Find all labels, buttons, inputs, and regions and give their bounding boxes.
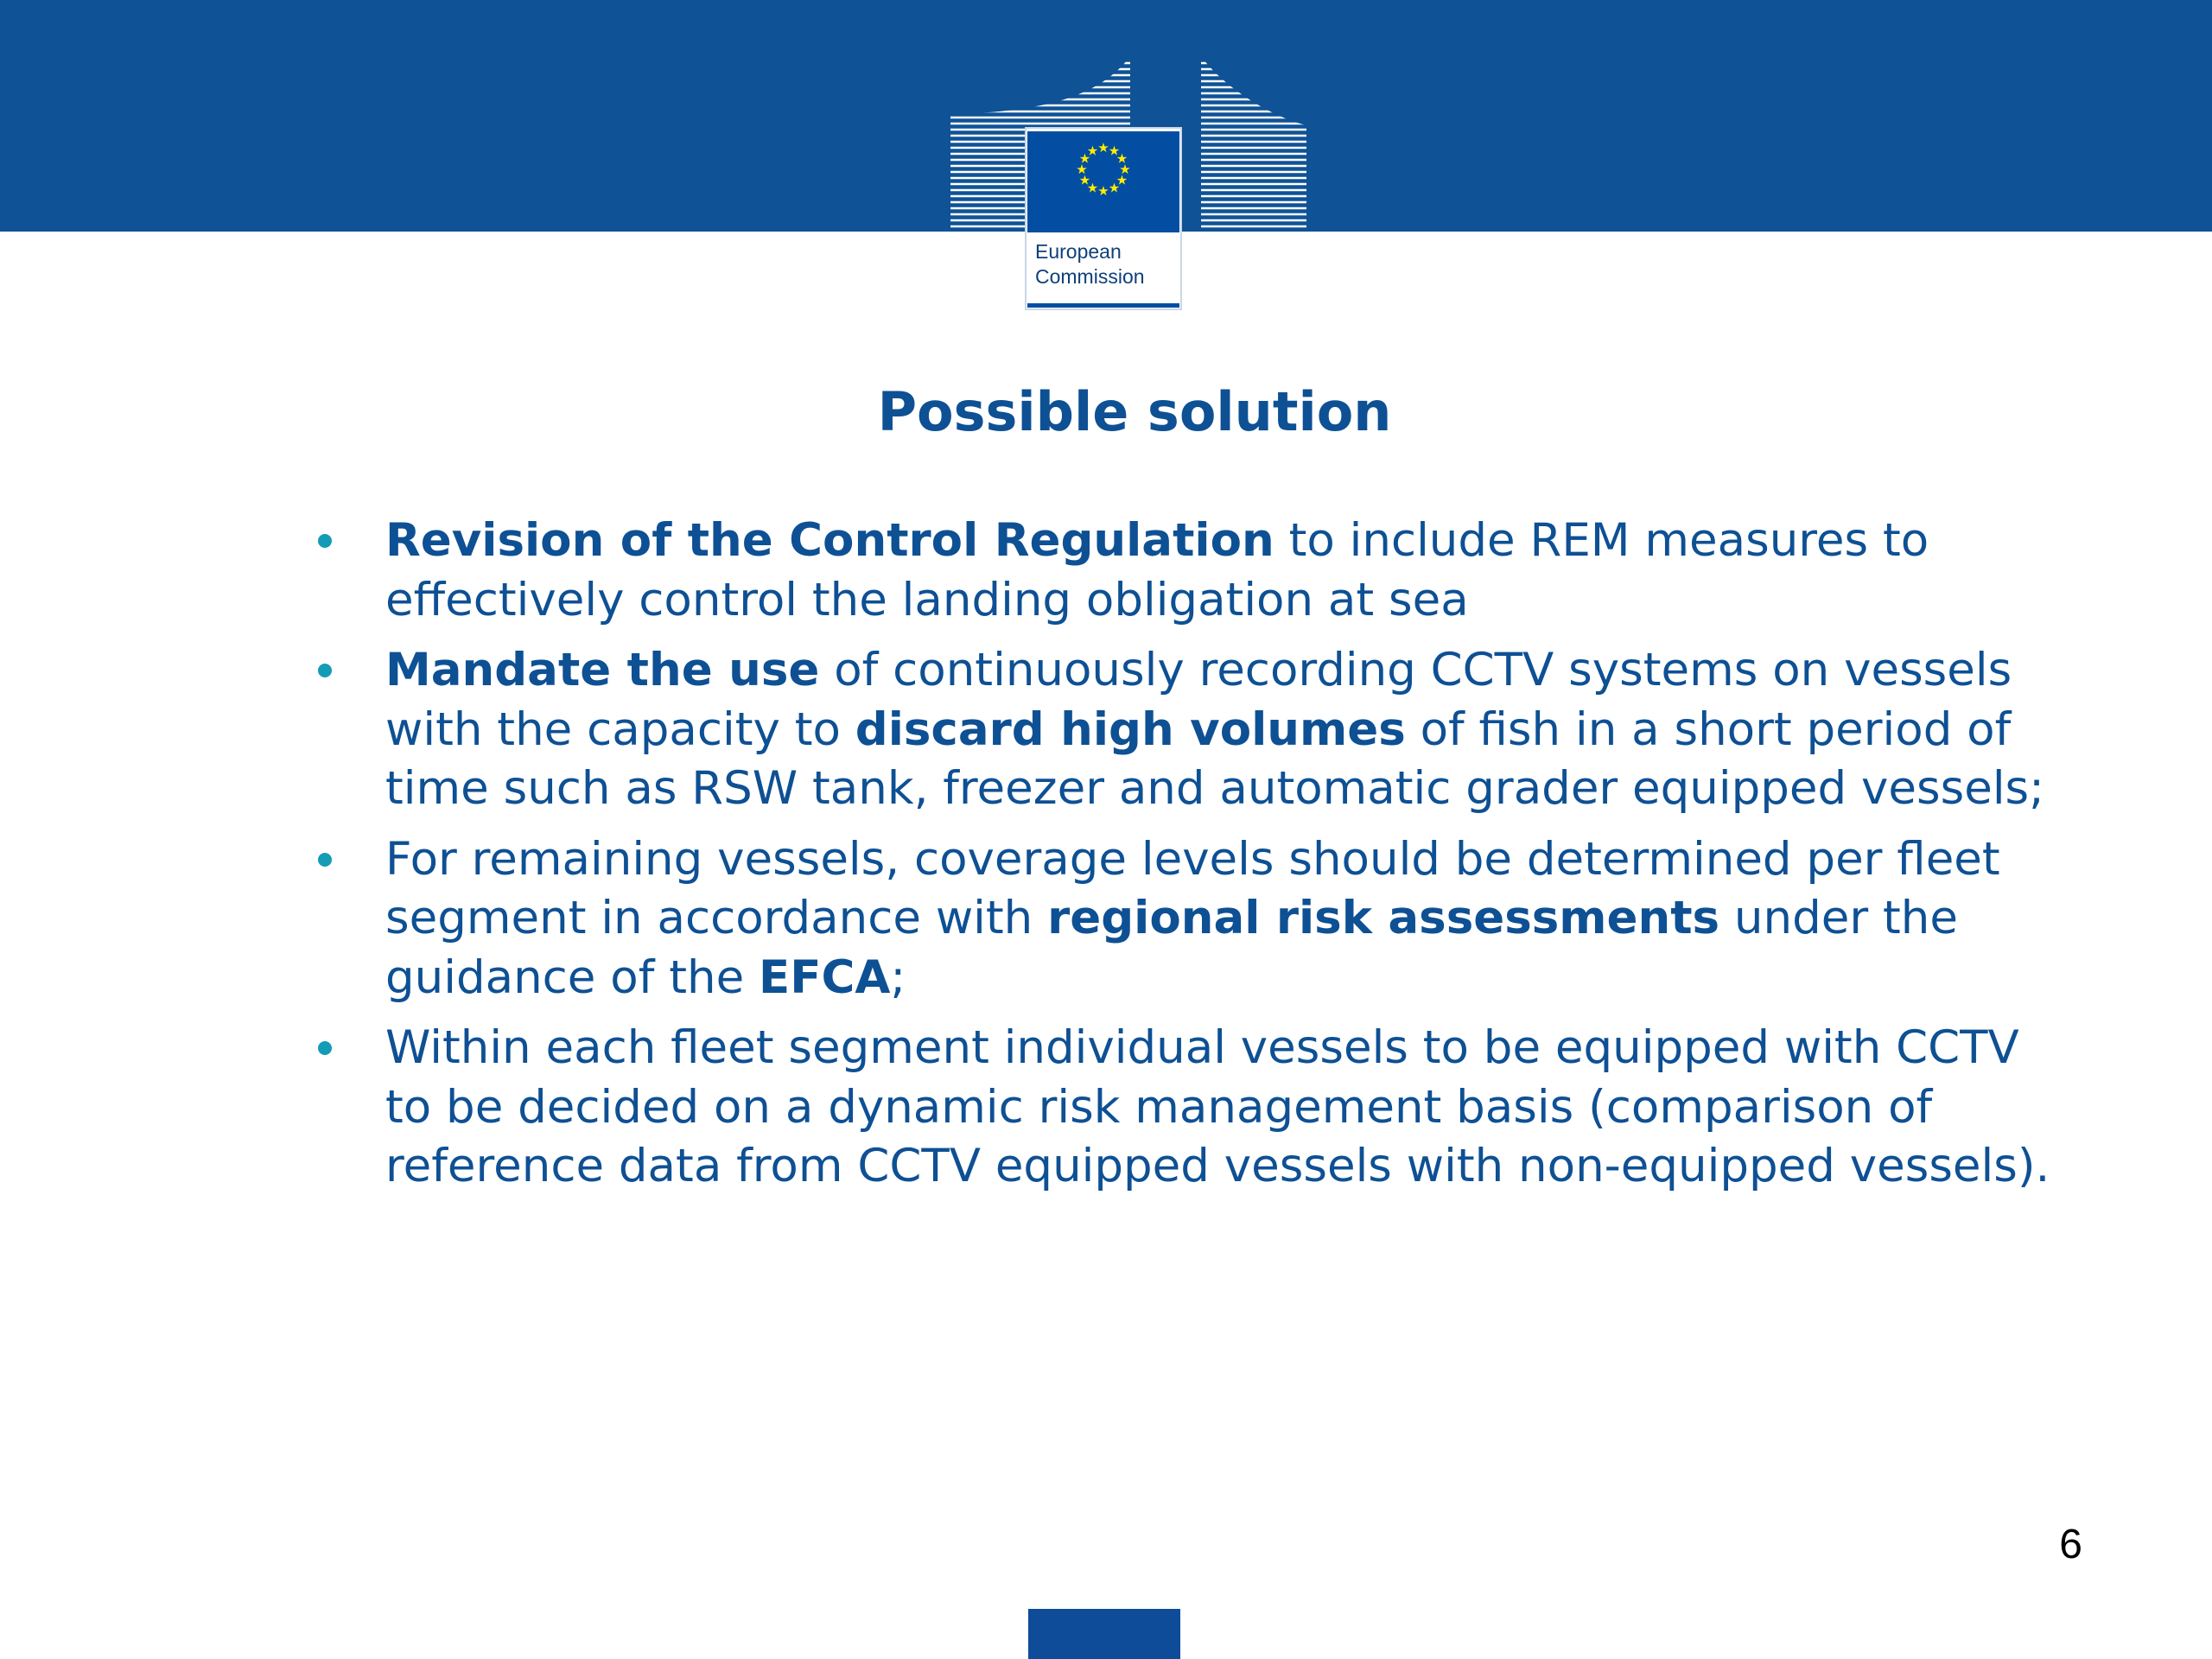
bullet-bold-text: Mandate the use [385,644,820,696]
bullet-bold-text: regional risk assessments [1047,892,1720,944]
bullet-item [316,830,2053,1008]
bullet-item [316,641,2053,819]
svg-text:★: ★ [1086,180,1099,196]
bullet-item [316,1019,2053,1197]
bullet-text: of fish in a short period of time such as RSW tank, freezer and automatic grader equipped vessels; [385,702,2045,815]
svg-text:★: ★ [1086,143,1099,159]
logo-text-commission: Commission [1035,265,1145,288]
bullet-list [316,512,2053,1208]
bullet-dot-icon [318,1041,332,1055]
bullet-bold-text: discard high volumes [855,702,1406,756]
svg-text:★: ★ [1076,162,1088,177]
bottom-blue-tab [1028,1609,1180,1659]
right-building-wing [1201,63,1306,226]
bullet-text: For remaining vessels, coverage levels should be determined per fleet segment in accordance with [385,832,2000,944]
bullet-dot-icon [318,853,332,867]
bullet-text: to include REM measures to effectively control the landing obligation at sea [385,514,1929,626]
svg-text:★: ★ [1119,162,1131,177]
slide-title: Possible solution [877,380,1392,443]
bullet-text: under the guidance of the [385,892,1958,1004]
bullet-text: of continuously recording CCTV systems on vessels with the capacity to [385,644,2012,756]
svg-text:★: ★ [1116,172,1128,188]
bullet-bold-text: EFCA [759,950,891,1004]
bullet-dot-icon [318,664,332,677]
bullet-dot-icon [318,534,332,548]
svg-text:★: ★ [1097,183,1109,199]
svg-text:★: ★ [1078,172,1091,188]
european-commission-logo [950,56,1313,311]
svg-text:★: ★ [1108,180,1121,196]
bullet-item [316,512,2053,630]
svg-text:★: ★ [1097,140,1109,156]
page-number: 6 [2059,1522,2082,1567]
svg-text:★: ★ [1108,143,1121,159]
svg-text:★: ★ [1116,150,1128,167]
svg-text:★: ★ [1078,150,1091,167]
bullet-text: ; [890,950,906,1004]
bullet-text: Within each fleet segment individual vessels to be equipped with CCTV to be decided on a dynamic risk management basis (comparison of reference data from CCTV equipped vessels with non-equipped vessels). [385,1021,2050,1192]
bullet-bold-text: Revision of the Control Regulation [385,514,1274,567]
logo-text-european: European [1035,240,1122,263]
